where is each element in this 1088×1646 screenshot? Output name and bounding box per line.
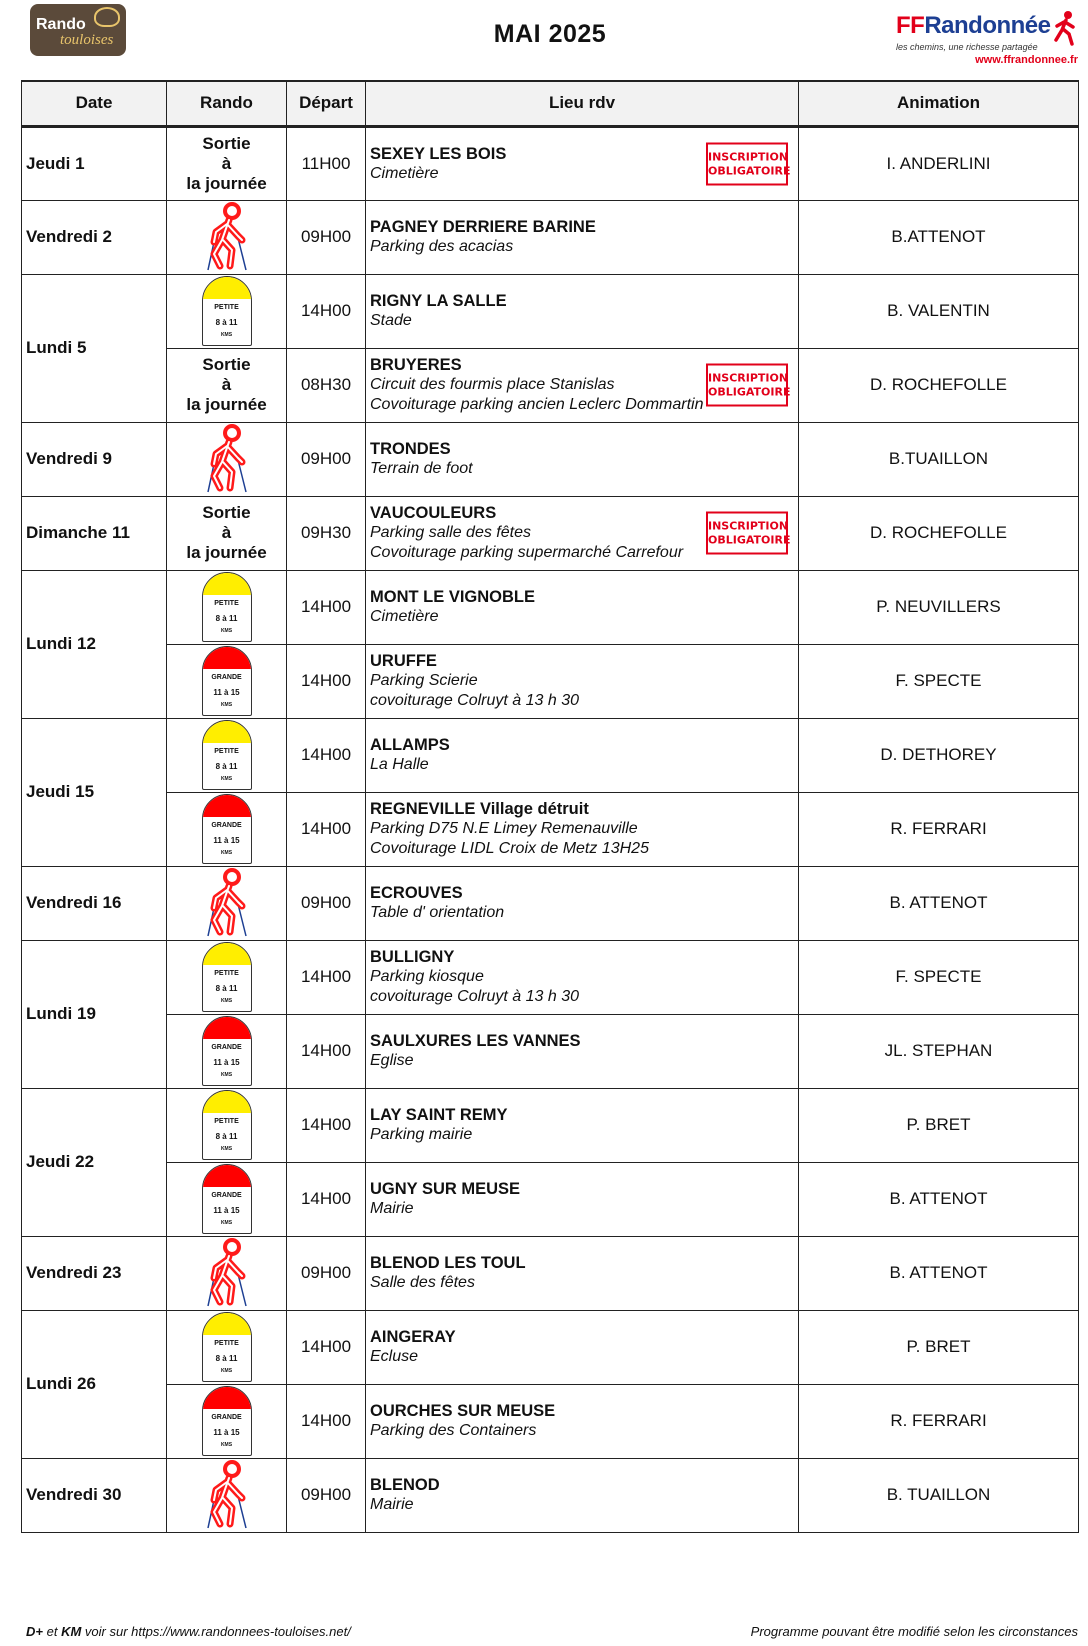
table-row	[22, 792, 1079, 866]
petite-marker-icon	[202, 1090, 252, 1160]
lieu-cell	[366, 422, 799, 496]
marker-body	[202, 1090, 252, 1160]
lieu-name: URUFFE	[370, 652, 437, 670]
table-row	[22, 570, 1079, 644]
lieu-name: BLENOD	[370, 1476, 440, 1494]
lieu-detail: La Halle	[370, 756, 429, 773]
lieu-cell	[366, 570, 799, 644]
marker-range: 8 à 11	[215, 1354, 238, 1363]
animation-leader: JL. STEPHAN	[799, 1014, 1079, 1088]
lieu-detail: Cimetière	[370, 164, 439, 182]
marker-cap	[203, 1387, 251, 1409]
marker-body	[202, 794, 252, 864]
hiker-icon	[202, 202, 252, 272]
marker-cap	[203, 1091, 251, 1113]
ffr-walker-icon	[1052, 10, 1078, 46]
lieu-cell	[366, 1236, 799, 1310]
marker-unit: KMS	[220, 1368, 233, 1374]
lieu-detail: Covoiturage parking ancien Leclerc Dommartin	[370, 396, 704, 413]
rando-cell	[167, 644, 287, 718]
marker-label: GRANDE	[211, 1414, 242, 1421]
lieu-detail: Stade	[370, 312, 412, 329]
marker-body	[202, 942, 252, 1012]
marker-label: PETITE	[214, 600, 239, 607]
lieu-detail: Parking D75 N.E Limey Remenauville	[370, 820, 638, 837]
table-row	[22, 718, 1079, 792]
lieu-cell	[366, 866, 799, 940]
depart-time: 14H00	[287, 718, 366, 792]
sortie-journee-label	[167, 503, 286, 563]
lieu-cell	[366, 126, 799, 200]
petite-marker-icon	[202, 1312, 252, 1382]
depart-time: 14H00	[287, 644, 366, 718]
rando-cell	[167, 940, 287, 1014]
marker-unit: KMS	[220, 776, 233, 782]
rando-cell	[167, 496, 287, 570]
inscription-obligatoire-badge	[706, 142, 791, 185]
marker-label: PETITE	[214, 1118, 239, 1125]
lieu-detail: Parking mairie	[370, 1126, 473, 1143]
sortie-journee-label	[167, 134, 286, 194]
lieu-cell	[366, 940, 799, 1014]
date-cell: Jeudi 15	[22, 718, 167, 866]
animation-leader: B. ATTENOT	[799, 866, 1079, 940]
date-cell: Jeudi 22	[22, 1088, 167, 1236]
depart-time: 09H00	[287, 866, 366, 940]
rando-cell	[167, 1310, 287, 1384]
depart-time: 14H00	[287, 792, 366, 866]
rando-cell	[167, 792, 287, 866]
depart-time: 09H30	[287, 496, 366, 570]
lieu-cell	[366, 1088, 799, 1162]
schedule-body	[22, 126, 1079, 1532]
badge-line1: INSCRIPTION	[708, 519, 789, 533]
lieu-name: TRONDES	[370, 440, 451, 458]
lieu-detail: Covoiturage parking supermarché Carrefour	[370, 544, 684, 561]
table-row	[22, 200, 1079, 274]
marker-range: 11 à 15	[213, 1206, 240, 1215]
lieu-name: BLENOD LES TOUL	[370, 1254, 526, 1272]
table-header-row	[22, 81, 1079, 126]
sortie-line3: la journée	[186, 173, 267, 193]
lieu-detail: Parking kiosque	[370, 968, 484, 985]
lieu-detail: Parking Scierie	[370, 672, 478, 689]
depart-time: 14H00	[287, 1014, 366, 1088]
animation-leader: B. VALENTIN	[799, 274, 1079, 348]
marker-unit: KMS	[220, 998, 233, 1004]
inscription-obligatoire-badge	[706, 512, 791, 555]
sortie-line2: à	[221, 375, 232, 394]
lieu-detail: Eglise	[370, 1052, 414, 1069]
marker-body	[202, 1386, 252, 1456]
col-header-rando: Rando	[167, 81, 287, 126]
lieu-cell	[366, 1014, 799, 1088]
sortie-journee-label	[167, 355, 286, 415]
logo-right-url: www.ffrandonnee.fr	[975, 54, 1078, 66]
badge-line2: OBLIGATOIRE	[708, 164, 791, 177]
hiker-icon	[202, 1460, 252, 1530]
lieu-name: PAGNEY DERRIERE BARINE	[370, 218, 596, 236]
lieu-detail: Parking salle des fêtes	[370, 524, 531, 541]
marker-cap	[203, 943, 251, 965]
marker-body	[202, 646, 252, 716]
table-row	[22, 422, 1079, 496]
marker-label: PETITE	[214, 304, 239, 311]
lieu-name: ALLAMPS	[370, 736, 450, 754]
marker-body	[202, 1312, 252, 1382]
depart-time: 09H00	[287, 422, 366, 496]
marker-range: 11 à 15	[213, 688, 240, 697]
lieu-detail: Mairie	[370, 1496, 414, 1513]
marker-body	[202, 1164, 252, 1234]
marker-label: PETITE	[214, 748, 239, 755]
marker-unit: KMS	[220, 850, 233, 856]
depart-time: 14H00	[287, 940, 366, 1014]
table-row	[22, 496, 1079, 570]
animation-leader: B.TUAILLON	[799, 422, 1079, 496]
lieu-detail: Covoiturage LIDL Croix de Metz 13H25	[370, 840, 649, 857]
rando-cell	[167, 1236, 287, 1310]
table-row	[22, 1384, 1079, 1458]
footer-right: Programme pouvant être modifié selon les circonstances	[750, 1624, 1078, 1639]
date-cell: Lundi 26	[22, 1310, 167, 1458]
sortie-line2: à	[221, 153, 232, 173]
marker-unit: KMS	[220, 332, 233, 338]
animation-leader: P. NEUVILLERS	[799, 570, 1079, 644]
page-header	[0, 0, 1088, 80]
col-header-lieu: Lieu rdv	[366, 81, 799, 126]
col-header-depart: Départ	[287, 81, 366, 126]
petite-marker-icon	[202, 720, 252, 790]
marker-range: 8 à 11	[215, 762, 238, 771]
marker-body	[202, 572, 252, 642]
grande-marker-icon	[202, 1016, 252, 1086]
marker-cap	[203, 721, 251, 743]
depart-time: 14H00	[287, 570, 366, 644]
table-row	[22, 1310, 1079, 1384]
lieu-name: UGNY SUR MEUSE	[370, 1180, 521, 1198]
hiker-icon	[202, 424, 252, 494]
lieu-name: BULLIGNY	[370, 948, 455, 966]
lieu-cell	[366, 348, 799, 422]
lieu-detail: Table d' orientation	[370, 904, 505, 921]
lieu-detail: Parking des Containers	[370, 1422, 537, 1439]
depart-time: 14H00	[287, 1162, 366, 1236]
date-cell: Vendredi 23	[22, 1236, 167, 1310]
date-cell: Vendredi 2	[22, 200, 167, 274]
marker-range: 8 à 11	[215, 984, 238, 993]
lieu-name: AINGERAY	[370, 1328, 456, 1346]
sortie-line3: la journée	[186, 395, 267, 414]
marker-cap	[203, 795, 251, 817]
depart-time: 14H00	[287, 274, 366, 348]
logo-right-tagline: les chemins, une richesse partagée	[896, 42, 1038, 52]
marker-unit: KMS	[220, 702, 233, 708]
lieu-detail: Ecluse	[370, 1348, 419, 1365]
logo-left-line1: Rando	[36, 16, 86, 33]
page-title: MAI 2025	[493, 20, 607, 48]
date-cell: Lundi 12	[22, 570, 167, 718]
rando-cell	[167, 1162, 287, 1236]
animation-leader: B. TUAILLON	[799, 1458, 1079, 1532]
animation-leader: B.ATTENOT	[799, 200, 1079, 274]
marker-cap	[203, 1017, 251, 1039]
rando-cell	[167, 422, 287, 496]
logo-left-line2: touloises	[60, 32, 114, 48]
depart-time: 14H00	[287, 1088, 366, 1162]
inscription-obligatoire-badge	[706, 364, 791, 407]
lieu-cell	[366, 1162, 799, 1236]
badge-line2: OBLIGATOIRE	[708, 533, 791, 547]
marker-range: 11 à 15	[213, 1058, 240, 1067]
badge-line2: OBLIGATOIRE	[708, 385, 791, 399]
marker-unit: KMS	[220, 1072, 233, 1078]
date-cell: Vendredi 16	[22, 866, 167, 940]
lieu-cell	[366, 274, 799, 348]
animation-leader: F. SPECTE	[799, 644, 1079, 718]
marker-range: 8 à 11	[215, 318, 238, 327]
date-cell: Vendredi 30	[22, 1458, 167, 1532]
lieu-name: MONT LE VIGNOBLE	[370, 588, 535, 606]
sortie-line1: Sortie	[202, 503, 251, 522]
lieu-detail: Mairie	[370, 1200, 414, 1217]
lieu-name: OURCHES SUR MEUSE	[370, 1402, 556, 1420]
animation-leader: I. ANDERLINI	[799, 126, 1079, 200]
marker-body	[202, 720, 252, 790]
table-row	[22, 866, 1079, 940]
date-cell: Dimanche 11	[22, 496, 167, 570]
grande-marker-icon	[202, 1164, 252, 1234]
marker-label: PETITE	[214, 1340, 239, 1347]
lieu-name: REGNEVILLE Village détruit	[370, 800, 589, 818]
marker-unit: KMS	[220, 1220, 233, 1226]
lieu-detail: Salle des fêtes	[370, 1274, 475, 1291]
footer-left: D+ et KM voir sur https://www.randonnees-touloises.net/	[26, 1624, 351, 1639]
date-cell: Lundi 5	[22, 274, 167, 422]
rando-cell	[167, 1384, 287, 1458]
sortie-line1: Sortie	[202, 355, 251, 374]
depart-time: 14H00	[287, 1310, 366, 1384]
hiker-icon	[202, 868, 252, 938]
lieu-name: BRUYERES	[370, 356, 462, 374]
marker-label: GRANDE	[211, 674, 242, 681]
table-row	[22, 348, 1079, 422]
marker-label: GRANDE	[211, 822, 242, 829]
hiker-icon	[202, 1238, 252, 1308]
marker-range: 11 à 15	[213, 836, 240, 845]
marker-cap	[203, 573, 251, 595]
depart-time: 09H00	[287, 1458, 366, 1532]
animation-leader: P. BRET	[799, 1310, 1079, 1384]
depart-time: 08H30	[287, 348, 366, 422]
marker-cap	[203, 277, 251, 299]
lieu-name: SAULXURES LES VANNES	[370, 1032, 581, 1050]
rando-cell	[167, 1014, 287, 1088]
marker-unit: KMS	[220, 628, 233, 634]
logo-right-brand: FFRandonnée	[896, 12, 1051, 39]
animation-leader: B. ATTENOT	[799, 1162, 1079, 1236]
ffrandonnee-logo	[888, 10, 1078, 65]
lieu-detail: Terrain de foot	[370, 460, 473, 477]
lieu-cell	[366, 200, 799, 274]
marker-cap	[203, 1165, 251, 1187]
table-row	[22, 940, 1079, 1014]
lieu-cell	[366, 1384, 799, 1458]
lieu-cell	[366, 496, 799, 570]
depart-time: 11H00	[287, 126, 366, 200]
date-cell: Lundi 19	[22, 940, 167, 1088]
animation-leader: B. ATTENOT	[799, 1236, 1079, 1310]
schedule-table	[21, 80, 1079, 1533]
lieu-name: ECROUVES	[370, 884, 463, 902]
marker-body	[202, 276, 252, 346]
table-row	[22, 126, 1079, 200]
marker-label: GRANDE	[211, 1192, 242, 1199]
marker-range: 11 à 15	[213, 1428, 240, 1437]
lieu-detail: Circuit des fourmis place Stanislas	[370, 376, 615, 393]
animation-leader: D. DETHOREY	[799, 718, 1079, 792]
marker-range: 8 à 11	[215, 1132, 238, 1141]
lieu-name: RIGNY LA SALLE	[370, 292, 507, 310]
marker-unit: KMS	[220, 1442, 233, 1448]
marker-range: 8 à 11	[215, 614, 238, 623]
grande-marker-icon	[202, 794, 252, 864]
table-row	[22, 1088, 1079, 1162]
lieu-cell	[366, 1458, 799, 1532]
lieu-name: LAY SAINT REMY	[370, 1106, 508, 1124]
lieu-detail: Cimetière	[370, 608, 439, 625]
lieu-detail: covoiturage Colruyt à 13 h 30	[370, 988, 580, 1005]
marker-body	[202, 1016, 252, 1086]
animation-leader: R. FERRARI	[799, 792, 1079, 866]
lieu-cell	[366, 644, 799, 718]
grande-marker-icon	[202, 646, 252, 716]
date-cell: Jeudi 1	[22, 126, 167, 200]
depart-time: 09H00	[287, 200, 366, 274]
rando-cell	[167, 126, 287, 200]
marker-label: GRANDE	[211, 1044, 242, 1051]
rando-cell	[167, 866, 287, 940]
rando-cell	[167, 274, 287, 348]
sortie-line2: à	[221, 523, 232, 542]
animation-leader: D. ROCHEFOLLE	[799, 348, 1079, 422]
lieu-cell	[366, 1310, 799, 1384]
col-header-date: Date	[22, 81, 167, 126]
lieu-detail: Parking des acacias	[370, 238, 514, 255]
lieu-cell	[366, 718, 799, 792]
table-row	[22, 1014, 1079, 1088]
rando-cell	[167, 348, 287, 422]
marker-cap	[203, 1313, 251, 1335]
col-header-animation: Animation	[799, 81, 1079, 126]
petite-marker-icon	[202, 572, 252, 642]
animation-leader: F. SPECTE	[799, 940, 1079, 1014]
table-row	[22, 1458, 1079, 1532]
lieu-cell	[366, 792, 799, 866]
table-row	[22, 644, 1079, 718]
table-row	[22, 1236, 1079, 1310]
depart-time: 09H00	[287, 1236, 366, 1310]
badge-line1: INSCRIPTION	[708, 150, 789, 163]
animation-leader: D. ROCHEFOLLE	[799, 496, 1079, 570]
lieu-detail: covoiturage Colruyt à 13 h 30	[370, 692, 580, 709]
date-cell: Vendredi 9	[22, 422, 167, 496]
rando-cell	[167, 200, 287, 274]
animation-leader: R. FERRARI	[799, 1384, 1079, 1458]
petite-marker-icon	[202, 276, 252, 346]
badge-line1: INSCRIPTION	[708, 371, 789, 385]
rando-cell	[167, 718, 287, 792]
petite-marker-icon	[202, 942, 252, 1012]
marker-label: PETITE	[214, 970, 239, 977]
grande-marker-icon	[202, 1386, 252, 1456]
animation-leader: P. BRET	[799, 1088, 1079, 1162]
rando-cell	[167, 1458, 287, 1532]
depart-time: 14H00	[287, 1384, 366, 1458]
rando-cell	[167, 570, 287, 644]
marker-cap	[203, 647, 251, 669]
table-row	[22, 274, 1079, 348]
page-footer	[26, 1624, 1078, 1644]
lieu-name: VAUCOULEURS	[370, 504, 497, 522]
marker-unit: KMS	[220, 1146, 233, 1152]
rando-cell	[167, 1088, 287, 1162]
sortie-line1: Sortie	[202, 133, 251, 153]
table-row	[22, 1162, 1079, 1236]
lieu-name: SEXEY LES BOIS	[370, 144, 507, 163]
sortie-line3: la journée	[186, 543, 267, 562]
